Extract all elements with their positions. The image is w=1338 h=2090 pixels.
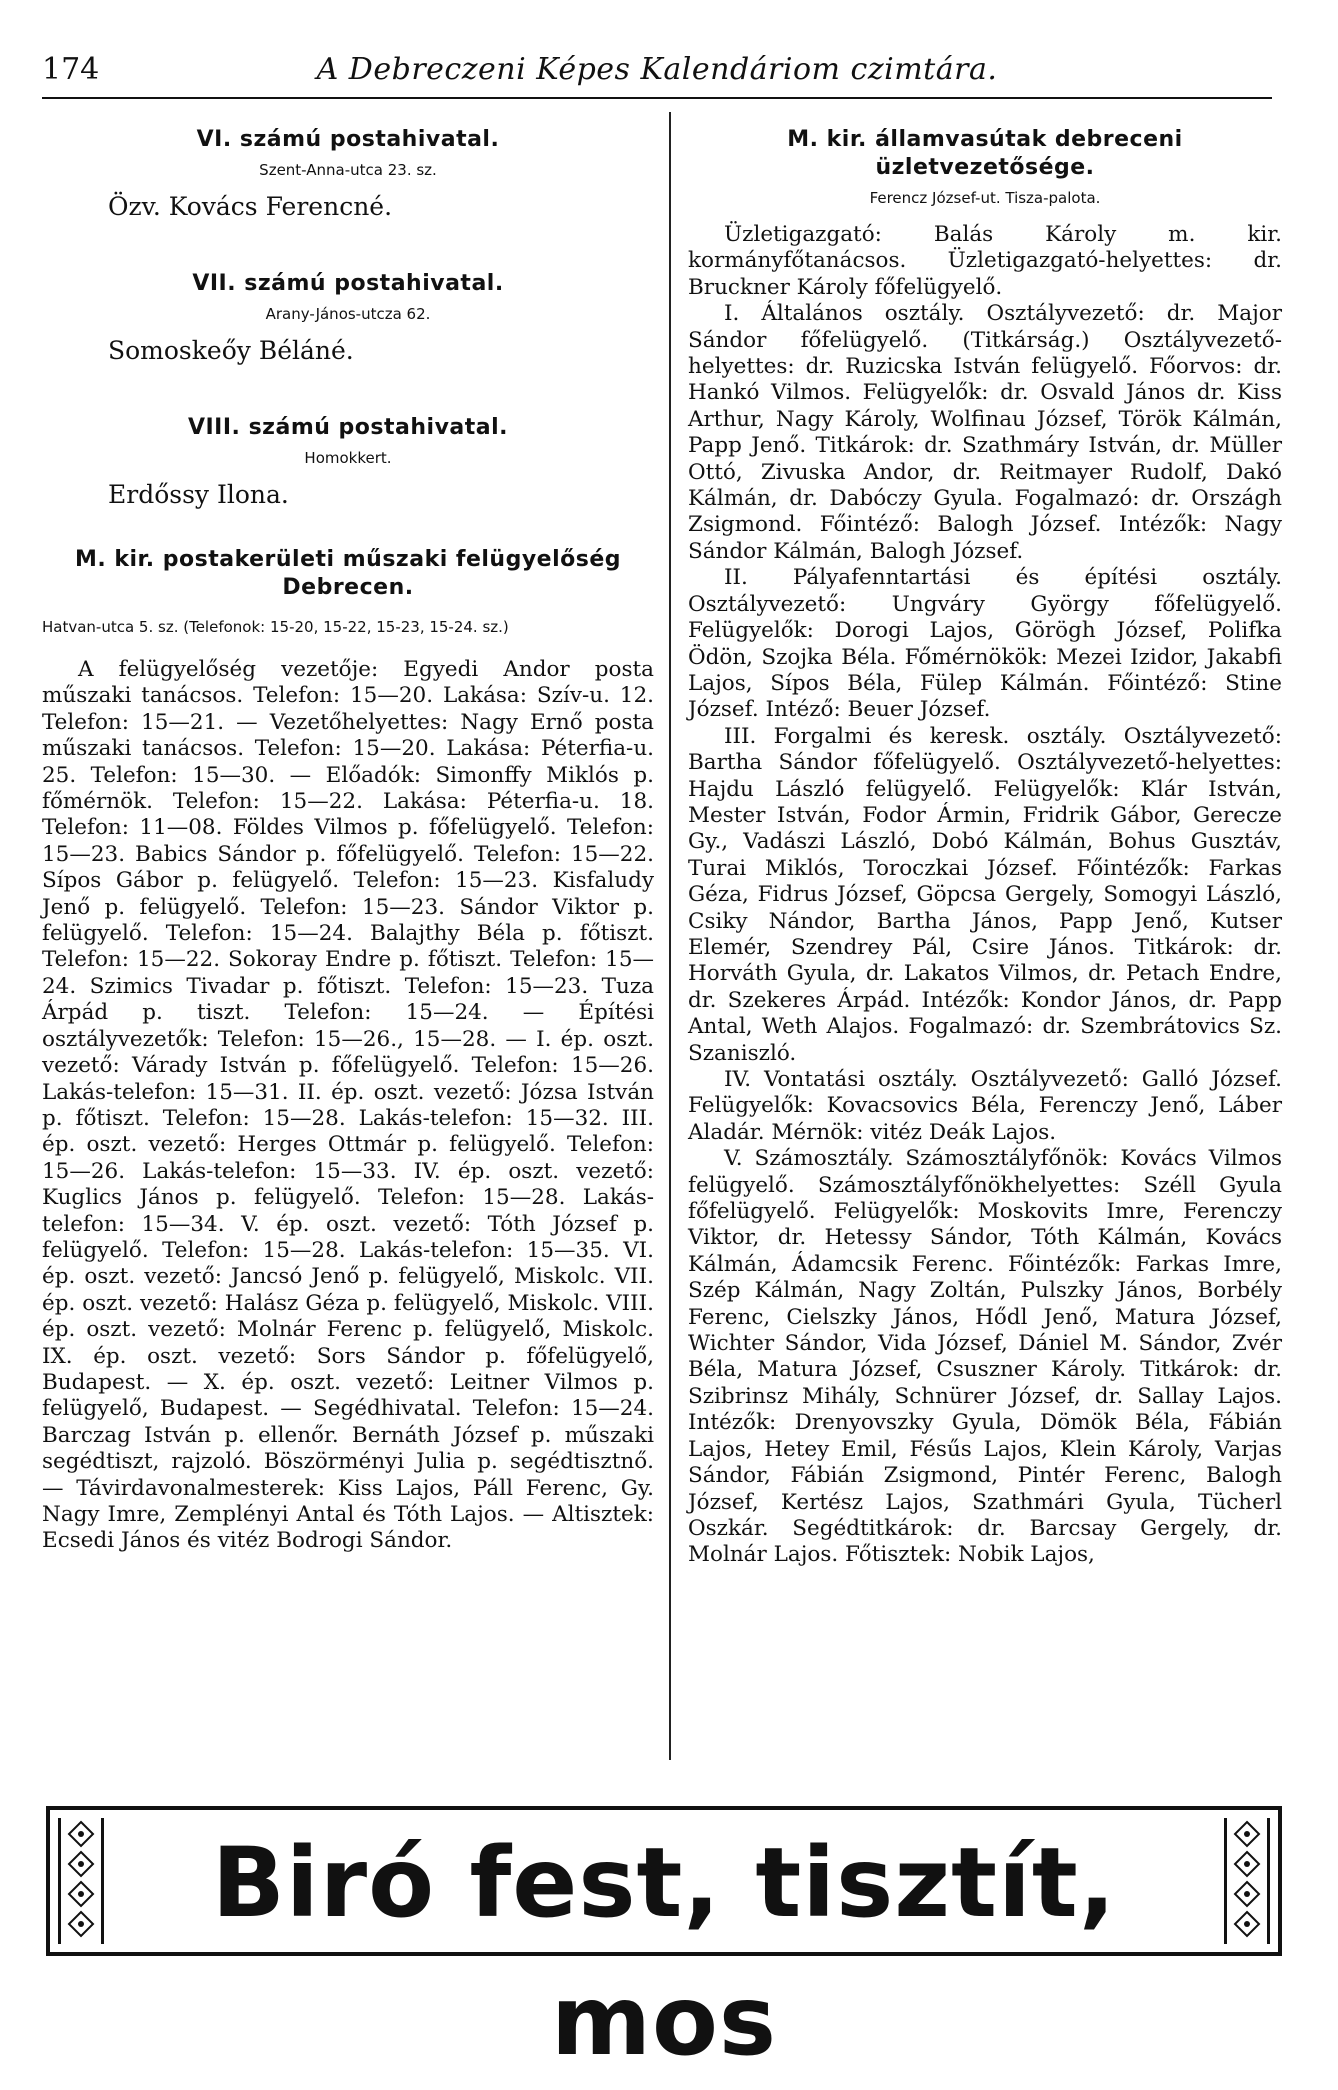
advertisement-banner xyxy=(46,1806,1282,2077)
spacer xyxy=(42,510,654,546)
spacer xyxy=(688,208,1282,222)
spacer xyxy=(42,366,654,414)
section-holder: Erdőssy Ilona. xyxy=(108,480,289,509)
section-title: M. kir. államvasútak debreceni üzletvezetősége. xyxy=(787,127,1183,180)
ornament-pattern-icon xyxy=(1227,1818,1267,1944)
section-inspectorate xyxy=(42,546,654,1555)
section-post-office-7 xyxy=(42,270,654,366)
section-title: VI. számú postahivatal. xyxy=(196,127,500,152)
page-header xyxy=(42,52,1272,98)
paragraph: II. Pályafenntartási és építési osztály. Osztályvezető: Ungváry György főfelügyelő. Felügyelők: Dorogi Lajos, Görögh József, Polifka Ödön, Szojka Béla. Főmérnökök: Mezei Izidor, Jakabfi Lajos, Sípos Béla, Fülep Kálmán. Főintéző: Stine József. Intéző: Beuer József. xyxy=(688,565,1282,723)
page-number: 174 xyxy=(42,52,100,87)
ornament-border-right xyxy=(1224,1818,1270,1944)
header-rule xyxy=(42,97,1272,99)
section-holder: Özv. Kovács Ferencné. xyxy=(108,192,393,221)
section-post-office-6 xyxy=(42,126,654,222)
section-address: Szent-Anna-utca 23. sz. xyxy=(259,161,437,179)
spacer xyxy=(42,222,654,270)
advertisement-text: Biró fest, tisztít, mos xyxy=(211,1827,1117,2077)
paragraph: IV. Vontatási osztály. Osztályvezető: Galló József. Felügyelők: Kovacsovics Béla, Ferenczy Jenő, Láber Aladár. Mérnök: vitéz Deák Lajos. xyxy=(688,1067,1282,1145)
section-address: Ferencz József-ut. Tisza-palota. xyxy=(869,189,1101,207)
section-title: M. kir. postakerületi műszaki felügyelőség Debrecen. xyxy=(74,547,622,600)
running-title: A Debreczeni Képes Kalendáriom czimtára. xyxy=(316,52,998,87)
ornament-pattern-icon xyxy=(61,1818,101,1944)
column-divider xyxy=(669,112,671,1760)
section-title: VII. számú postahivatal. xyxy=(192,271,504,296)
section-holder: Somoskeőy Béláné. xyxy=(108,336,354,365)
right-column xyxy=(688,126,1282,1569)
section-address: Hatvan-utca 5. sz. (Telefonok: 15-20, 15-22, 15-23, 15-24. sz.) xyxy=(42,618,509,636)
section-address: Homokkert. xyxy=(304,449,392,467)
section-address: Arany-János-utcza 62. xyxy=(265,305,431,323)
section-title: VIII. számú postahivatal. xyxy=(187,415,509,440)
section-post-office-8 xyxy=(42,414,654,510)
paragraph: I. Általános osztály. Osztályvezető: dr. Major Sándor főfelügyelő. (Titkárság.) Osztályvezető-helyettes: dr. Ruzicska István felügyelő. Főorvos: dr. Hankó Vilmos. Felügyelők: dr. Osvald János dr. Kiss Arthur, Nagy Károly, Wolfinau József, Török Kálmán, Papp Jenő. Titkárok: dr. Szathmáry István, dr. Müller Ottó, Zivuska Andor, dr. Reitmayer Rudolf, Dakó Kálmán, dr. Dabóczy Gyula. Fogalmazó: dr. Országh Zsigmond. Főintéző: Balogh József. Intézők: Nagy Sándor Kálmán, Balogh József. xyxy=(688,301,1282,564)
paragraph: V. Számosztály. Számosztályfőnök: Kovács Vilmos felügyelő. Számosztályfőnökhelyettes: Széll Gyula főfelügyelő. Felügyelők: Moskovits Imre, Ferenczy Viktor, dr. Hetessy Sándor, Tóth Kálmán, Kovács Kálmán, Ádamcsik Ferenc. Főintézők: Farkas Imre, Szép Kálmán, Nagy Zoltán, Pulszky János, Borbély Ferenc, Cielszky János, Hődl Jenő, Matura József, Wichter Sándor, Vida József, Dániel M. Sándor, Zvér Béla, Matura József, Csuszner Károly. Titkárok: dr. Szibrinsz Mihály, Schnürer József, dr. Sallay Lajos. Intézők: Drenyovszky Gyula, Dömök Béla, Fábián Lajos, Hetey Emil, Fésűs Lajos, Klein Károly, Varjas Sándor, Fábián Zsigmond, Pintér Ferenc, Balogh József, Kertész Lajos, Szathmári Gyula, Tücherl Oszkár. Segédtitkárok: dr. Barcsay Gergely, dr. Molnár Lajos. Főtisztek: Nobik Lajos, xyxy=(688,1146,1282,1568)
paragraph: III. Forgalmi és keresk. osztály. Osztályvezető: Bartha Sándor főfelügyelő. Osztályvezető-helyettes: Hajdu László felügyelő. Felügyelők: Klár István, Mester István, Fodor Ármin, Fridrik Gábor, Gerecze Gy., Vadászi László, Dobó Kálmán, Bohus Gusztáv, Turai Miklós, Toroczkai József. Főintézők: Farkas Géza, Fidrus József, Göpcsa Gergely, Somogyi László, Csiky Nándor, Bartha János, Papp Jenő, Kutser Elemér, Szendrey Pál, Csire János. Titkárok: dr. Horváth Gyula, dr. Lakatos Vilmos, dr. Petach Endre, dr. Szekeres Árpád. Intézők: Kondor János, dr. Papp Antal, Weth Alajos. Fogalmazó: dr. Szembrátovics Sz. Szaniszló. xyxy=(688,723,1282,1066)
left-column xyxy=(42,126,654,1555)
section-body: A felügyelőség vezetője: Egyedi Andor posta műszaki tanácsos. Telefon: 15—20. Lakása: Szív-u. 12. Telefon: 15—21. — Vezetőhelyettes: Nagy Ernő posta műszaki tanácsos. Telefon: 15—20. Lakása: Péterfia-u. 25. Telefon: 15—30. — Előadók: Simonffy Miklós p. főmérnök. Telefon: 15—22. Lakása: Péterfia-u. 18. Telefon: 11—08. Földes Vilmos p. főfelügyelő. Telefon: 15—23. Babics Sándor p. főfelügyelő. Telefon: 15—22. Sípos Gábor p. felügyelő. Telefon: 15—23. Kisfaludy Jenő p. felügyelő. Telefon: 15—23. Sándor Viktor p. felügyelő. Telefon: 15—24. Balajthy Béla p. főtiszt. Telefon: 15—22. Sokoray Endre p. főtiszt. Telefon: 15—24. Szimics Tivadar p. főtiszt. Telefon: 15—23. Tuza Árpád p. tiszt. Telefon: 15—24. — Építési osztályvezetők: Telefon: 15—26., 15—28. — I. ép. oszt. vezető: Várady István p. főfelügyelő. Telefon: 15—26. Lakás-telefon: 15—31. II. ép. oszt. vezető: Józsa István p. főtiszt. Telefon: 15—28. Lakás-telefon: 15—32. III. ép. oszt. vezető: Herges Ottmár p. felügyelő. Telefon: 15—26. Lakás-telefon: 15—33. IV. ép. oszt. vezető: Kuglics János p. felügyelő. Telefon: 15—28. Lakás-telefon: 15—34. V. ép. oszt. vezető: Tóth József p. felügyelő. Telefon: 15—28. Lakás-telefon: 15—35. VI. ép. oszt. vezető: Jancsó Jenő p. felügyelő, Miskolc. VII. ép. oszt. vezető: Halász Géza p. felügyelő, Miskolc. VIII. ép. oszt. vezető: Molnár Ferenc p. felügyelő, Miskolc. IX. ép. oszt. vezető: Sors Sándor p. főfelügyelő, Budapest. — X. ép. oszt. vezető: Leitner Vilmos p. felügyelő, Budapest. — Segédhivatal. Telefon: 15—24. Barczag István p. ellenőr. Bernáth József p. műszaki segédtiszt, rajzoló. Böszörményi Julia p. segédtisztnő. — Távirdavonalmesterek: Kiss Lajos, Páll Ferenc, Gy. Nagy Imre, Zemplényi Antal és Tóth Lajos. — Altisztek: Ecsedi János és vitéz Bodrogi Sándor. xyxy=(42,657,654,1554)
paragraph: Üzletigazgató: Balás Károly m. kir. kormányfőtanácsos. Üzletigazgató-helyettes: dr. Bruckner Károly főfelügyelő. xyxy=(688,222,1282,300)
ornament-border-left xyxy=(58,1818,104,1944)
